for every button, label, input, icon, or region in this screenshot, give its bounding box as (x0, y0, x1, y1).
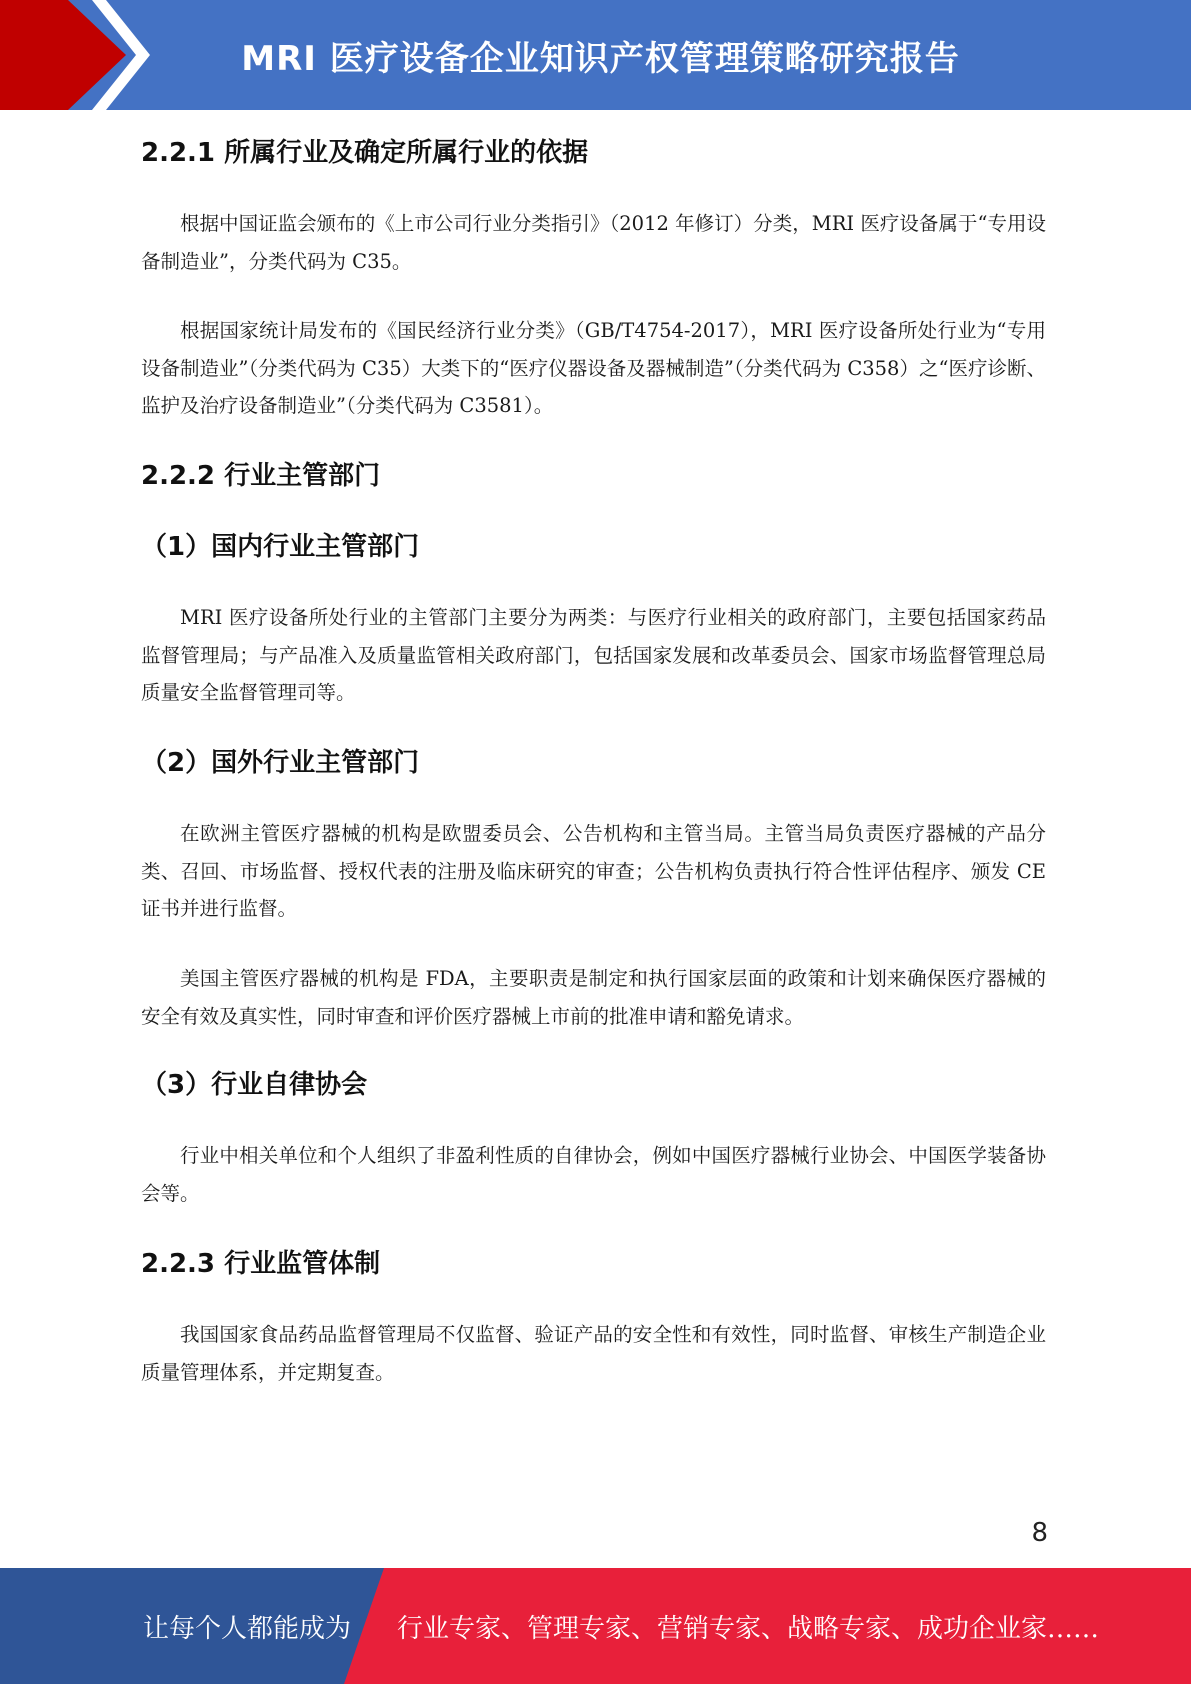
section-heading-2-2-3: 2.2.3 行业监管体制 (141, 1249, 381, 1279)
subsection-heading-foreign: （2）国外行业主管部门 (141, 748, 420, 778)
paragraph: 美国主管医疗器械的机构是 FDA，主要职责是制定和执行国家层面的政策和计划来确保医疗器械的安全有效及真实性，同时审查和评价医疗器械上市前的批准申请和豁免请求。 (141, 967, 1046, 1028)
paragraph: MRI 医疗设备所处行业的主管部门主要分为两类：与医疗行业相关的政府部门，主要包括国家药品监督管理局；与产品准入及质量监管相关政府部门，包括国家发展和改革委员会、国家市场监督管理总局质量安全监督管理司等。 (141, 606, 1046, 704)
header-banner (0, 0, 1191, 110)
paragraph: 行业中相关单位和个人组织了非盈利性质的自律协会，例如中国医疗器械行业协会、中国医学装备协会等。 (141, 1144, 1046, 1205)
footer-banner (0, 1568, 1191, 1684)
paragraph: 我国国家食品药品监督管理局不仅监督、验证产品的安全性和有效性，同时监督、审核生产制造企业质量管理体系，并定期复查。 (141, 1323, 1046, 1384)
section-heading-2-2-2: 2.2.2 行业主管部门 (141, 461, 381, 491)
paragraph: 根据国家统计局发布的《国民经济行业分类》（GB/T4754-2017），MRI 医疗设备所处行业为“专用设备制造业”（分类代码为 C35）大类下的“医疗仪器设备及器械制造”（分类代码为 C358）之“医疗诊断、监护及治疗设备制造业”（分类代码为 C3581）。 (141, 319, 1046, 417)
paragraph: 根据中国证监会颁布的《上市公司行业分类指引》（2012 年修订）分类，MRI 医疗设备属于“专用设备制造业”，分类代码为 C35。 (141, 212, 1046, 273)
subsection-heading-self-regulation: （3）行业自律协会 (141, 1070, 368, 1100)
footer-slogan-right: 行业专家、管理专家、营销专家、战略专家、成功企业家…… (397, 1613, 1100, 1644)
report-title: MRI 医疗设备企业知识产权管理策略研究报告 (241, 38, 960, 79)
page-number: 8 (1031, 1518, 1048, 1548)
subsection-heading-domestic: （1）国内行业主管部门 (141, 532, 420, 562)
paragraph: 在欧洲主管医疗器械的机构是欧盟委员会、公告机构和主管当局。主管当局负责医疗器械的产品分类、召回、市场监督、授权代表的注册及临床研究的审查；公告机构负责执行符合性评估程序、颁发 CE 证书并进行监督。 (141, 822, 1046, 920)
footer-slogan-left: 让每个人都能成为 (143, 1613, 352, 1644)
section-heading-2-2-1: 2.2.1 所属行业及确定所属行业的依据 (141, 138, 589, 168)
